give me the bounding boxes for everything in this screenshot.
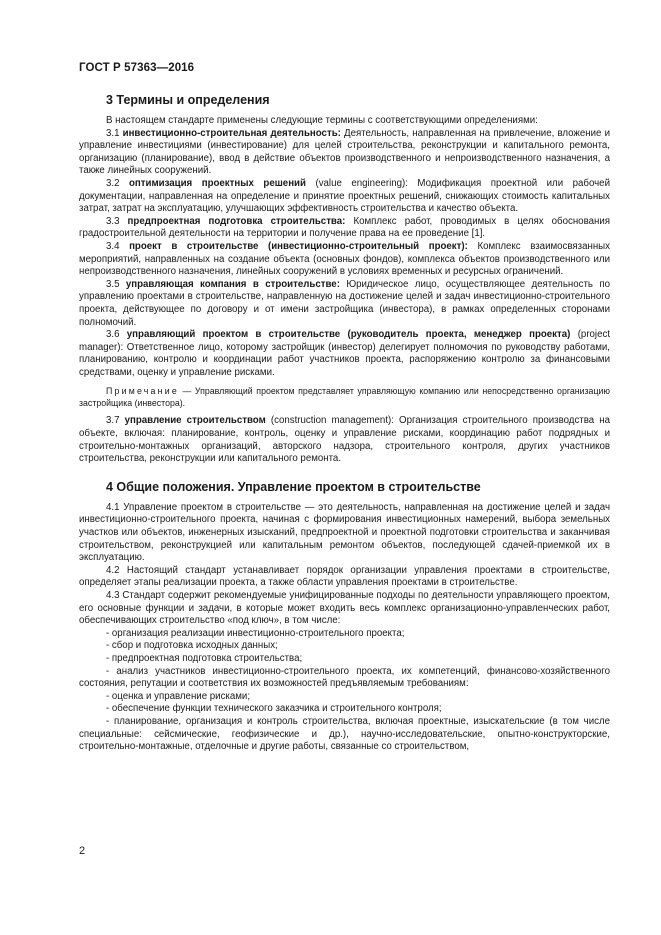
term-definition: (project manager): Ответственное лицо, которому застройщик (инвестор) делегирует полномочия по руководству работами, планированию, контролю и координации работ участников проекта, распоряжению контролю за финансовыми средствами, оценку и управление рисками. [79,329,611,378]
note-label: Примечание [106,386,179,397]
paragraph-4-2: 4.2 Настоящий стандарт устанавливает порядок организации управления проектами в строительстве, определяет этапы реализации проекта, а также области управления проектами в строительстве. [79,564,610,589]
list-item: - организация реализации инвестиционно-строительного проекта; [106,627,405,639]
list-item: - оценка и управление рисками; [106,690,251,702]
term-3-2: 3.2 оптимизация проектных решений (value engineering): Модификация проектной или рабочей документации, направленная на определение и принятие проектных решений, снижающих стоимость капитальных затрат, затрат на эксплуатацию, улучшающих эффективность строительства и качество объекта. [79,177,610,215]
term-definition: (value engineering): Модификация проектной или рабочей документации, направленная на определение и принятие проектных решений, снижающих стоимость капитальных затрат, затрат на эксплуатацию, улучшающих эффективность строительства и качество объекта. [79,177,610,215]
note [79,386,610,409]
term-3-3: 3.3 предпроектная подготовка строительства: Комплекс работ, проводимых в целях обоснования градостроительной деятельности на территории и получение права на ее проведение [1]. [79,215,610,240]
paragraph-4-1: 4.1 Управление проектом в строительстве — это деятельность, направленная на достижение целей и задач инвестиционно-строительного проекта, начиная с формирования инвестиционных намерений, выбора земельных участков или объектов, инженерных изысканий, предпроектной и проектной подготовки строительства и заканчивая строительством, реконструкцией или капитальным ремонтом объектов, последующей сдачей-приемкой их в эксплуатацию. [79,501,610,564]
list-item: - планирование, организация и контроль строительства, включая проектные, изыскательские (в том числе специальные: сейсмические, геофизические и др.), научно-исследовательские, опытно-конструкторские, строительно-монтажные, отделочные и другие работы, связанные со строительством, [79,715,610,753]
list-item: - обеспечение функции технического заказчика и строительного контроля; [106,703,442,715]
list-item: - сбор и подготовка исходных данных; [106,640,278,652]
term-name: инвестиционно-строительная деятельность: [122,127,341,139]
term-3-5: 3.5 управляющая компания в строительстве: Юридическое лицо, осуществляющее деятельность по управлению проектами в строительстве, направленную на достижение целей и задач инвестиционно-строительного проекта, действующее по договору и от имени застройщика (инвестора), в рамках определенных сторонами полномочий. [79,278,610,328]
term-definition: Комплекс взаимосвязанных мероприятий, направленных на создание объекта (основных фондов), комплекса объектов производственного или непроизводственного назначения, линейных сооружений в условиях временных и ресурсных ограничений. [79,240,610,278]
term-definition: Деятельность, направленная на привлечение, вложение и управление инвестициями (инвестирование) для целей строительства, реконструкции и капитального ремонта, организацию (планирование), ввод в действие объектов производственного и непроизводственного назначения, а также линейных сооружений. [79,127,610,177]
term-definition: (construction management): Организация строительного производства на объекте, включая: планирование, контроль, оценку и управление рисками, координацию работ подрядных и строительно-монтажных организаций, авторского надзора, строительного контроля, других участников строительства, реконструкции или капитального ремонта. [79,415,610,465]
term-name: управление строительством [124,415,266,427]
term-3-7: 3.7 управление строительством (construction management): Организация строительного производства на объекте, включая: планирование, контроль, оценку и управление рисками, координацию работ подрядных и строительно-монтажных организаций, авторского надзора, строительного контроля, других участников строительства, реконструкции или капитального ремонта. [79,415,610,465]
standard-header: ГОСТ Р 57363—2016 [79,62,195,74]
term-name: управляющая компания в строительстве: [125,278,340,290]
term-definition: Комплекс работ, проводимых в целях обоснования градостроительной деятельности на территории и получение права на ее проведение [1]. [79,215,610,240]
list-item: - предпроектная подготовка строительства; [106,652,303,664]
section-3-intro: В настоящем стандарте применены следующие термины с соответствующими определениями: [106,115,538,126]
note-text: — Управляющий проектом представляет управляющую компанию или непосредственно организацию застройщика (инвестора). [79,386,610,408]
term-name: проект в строительстве (инвестиционно-строительный проект): [129,240,468,252]
document-body [79,93,610,754]
section-3-title: 3 Термины и определения [106,93,270,107]
term-3-1: 3.1 инвестиционно-строительная деятельность: Деятельность, направленная на привлечение, вложение и управление инвестициями (инвестирование) для целей строительства, реконструкции и капитального ремонта, организацию (планирование), ввод в действие объектов производственного и непроизводственного назначения, а также линейных сооружений. [79,127,610,177]
term-3-6: 3.6 управляющий проектом в строительстве (руководитель проекта, менеджер проекта) (project manager): Ответственное лицо, которому застройщик (инвестор) делегирует полномочия по руководству работами, планированию, контролю и координации работ участников проекта, распоряжению контролю за финансовыми средствами, оценку и управление рисками. [79,329,611,378]
page-number: 2 [79,845,86,857]
paragraph-4-3: 4.3 Стандарт содержит рекомендуемые унифицированные подходы по деятельности управляющего проектом, его основные функции и задачи, в которые может входить весь комплекс организационно-управленческих работ, обеспечивающих строительство «под ключ», в том числе: [79,590,610,627]
section-4-title: 4 Общие положения. Управление проектом в строительстве [106,479,481,494]
term-definition: Юридическое лицо, осуществляющее деятельность по управлению проектами в строительстве, направленную на достижение целей и задач инвестиционно-строительного проекта, действующее по договору и от имени застройщика (инвестора), в рамках определенных сторонами полномочий. [79,278,610,328]
list-item: - анализ участников инвестиционно-строительного проекта, их компетенций, финансово-хозяйственного состояния, репутации и соответствия их возможностей предъявляемым требованиям: [79,665,610,690]
term-name: предпроектная подготовка строительства: [127,215,346,227]
term-name: оптимизация проектных решений [128,177,306,189]
term-name: управляющий проектом в строительстве (руководитель проекта, менеджер проекта) [126,329,571,341]
term-3-4: 3.4 проект в строительстве (инвестиционно-строительный проект): Комплекс взаимосвязанных мероприятий, направленных на создание объекта (основных фондов), комплекса объектов производственного или непроизводственного назначения, линейных сооружений в условиях временных и ресурсных ограничений. [79,240,610,278]
